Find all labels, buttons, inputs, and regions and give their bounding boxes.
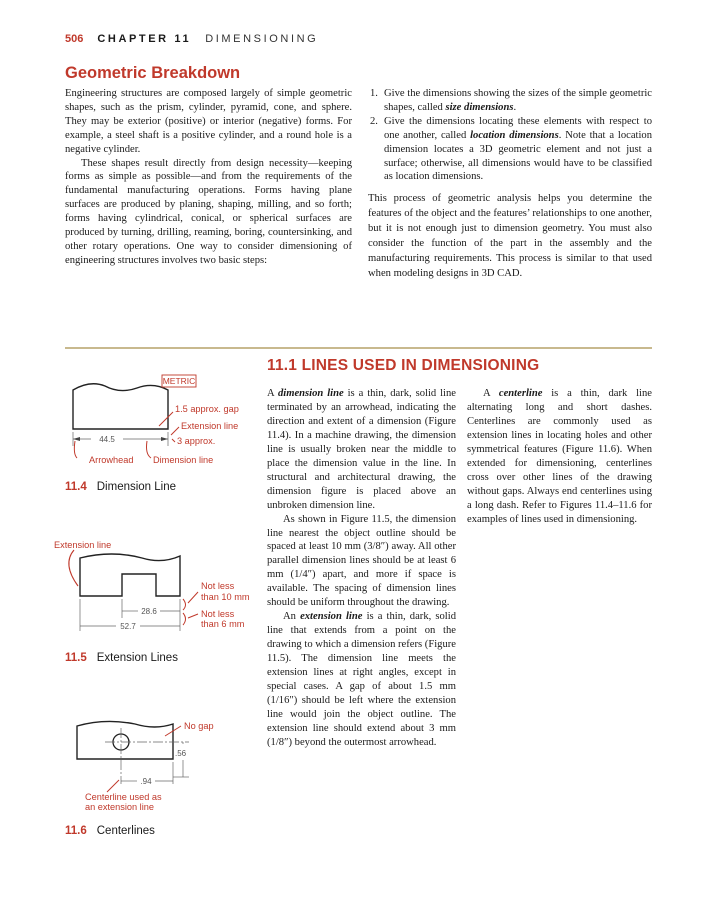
figure-number: 11.6	[65, 825, 87, 837]
figure-11-6-caption	[65, 825, 155, 837]
list-text: . Note that a location dimension locates a 3D geometric element and not just a surface; otherwise, all dimensions would have to be classified as location dimensions.	[384, 129, 652, 183]
approx-label: 3 approx.	[177, 436, 216, 446]
paragraph: This process of geometric analysis helps you determine the features of the object and the features’ relationships to one another, but it is not enough just to dimension geometry. You must also consider the function of the part in the assembly and the manufacturing requirements. This process is similar to that used when modeling designs in 3D CAD.	[368, 193, 652, 280]
page-number: 506	[65, 33, 84, 45]
leader	[188, 592, 198, 603]
extension-label: Extension line	[54, 540, 112, 550]
arrowhead	[73, 437, 80, 441]
figure-11-5-drawing	[52, 538, 262, 640]
spacing-bracket	[183, 613, 186, 625]
figure-11-5-caption	[65, 652, 178, 664]
list-item	[368, 87, 652, 115]
leader	[159, 412, 173, 426]
term: centerline	[498, 388, 543, 399]
list-text: Give the dimensions locating these elements with respect to one another, called	[384, 115, 652, 141]
term: location dimensions	[470, 129, 559, 141]
leader	[69, 550, 78, 586]
figure-number: 11.5	[65, 652, 87, 664]
dimension-value: 28.6	[141, 607, 157, 616]
text: is a thin, dark, solid line terminated by an arrowhead, indicating the direction and extent of a dimension (Figure 11.4). In a machine drawing, the dimension line is usually broken near the middle to place the dimension value in the line. In structural and architectural drawing, the dimension figure is placed above an unbroken dimension line.	[267, 388, 456, 511]
spacing-label: than 6 mm	[201, 619, 245, 629]
paragraph: As shown in Figure 11.5, the dimension line nearest the object outline should be spaced at least 10 mm (3/8″) away. All other parallel dimension lines should be at least 6 mm (1/4″) apart, and more if space is available. The spacing of dimension lines should be uniform throughout the drawing.	[267, 513, 456, 609]
list-number: 1.	[370, 88, 378, 99]
figure-title: Extension Lines	[96, 652, 178, 664]
dimension-value: 44.5	[99, 435, 115, 444]
text: An	[283, 611, 301, 623]
figure-title: Dimension Line	[96, 481, 177, 493]
term: extension line	[300, 611, 363, 623]
arrowhead-label: Arrowhead	[89, 455, 134, 465]
running-header	[65, 33, 318, 45]
object-outline	[77, 721, 173, 759]
paragraph: These shapes result directly from design necessity—keeping forms as simple as possible—and from the requirements of the fundamental manufacturing operations. Forms having plane surfaces are produced by planing, shaping, milling, and so forth; forms having cylindrical, conical, or spherical surfaces are produced by turning, drilling, reaming, boring, countersinking, and other rotary operations. One way to consider dimensioning of engineering structures involves two basic steps:	[65, 157, 352, 266]
section-label: DIMENSIONING	[205, 33, 319, 45]
spacing-bracket	[183, 599, 186, 610]
section-column-1	[267, 387, 456, 750]
figure-11-6-drawing	[65, 712, 255, 814]
text: A	[483, 388, 499, 399]
extension-label: Extension line	[181, 421, 239, 431]
leader	[74, 441, 77, 458]
paragraph	[267, 610, 456, 750]
spacing-label: than 10 mm	[201, 592, 250, 602]
leader	[107, 780, 119, 792]
chapter-label: CHAPTER 11	[97, 33, 192, 45]
object-outline	[80, 554, 180, 596]
leader	[188, 614, 198, 618]
geometric-breakdown-heading: Geometric Breakdown	[65, 64, 241, 82]
dimension-line-label: Dimension line	[153, 455, 214, 465]
text: is a thin, dark, solid line that extends from a point on the drawing to which a dimension refers (Figure 11.5). The dimension line meets the extension lines at right angles, except in special cases. A gap of about 1.5 mm (1/16″) should be left where the extension line would join the object outline. The extension line should extend about 3 mm (1/8″) beyond the outermost arrowhead.	[267, 611, 456, 748]
section-heading: 11.1 LINES USED IN DIMENSIONING	[267, 357, 540, 374]
dimension-value: .94	[140, 777, 152, 786]
object-outline	[73, 384, 168, 429]
list-text: .	[513, 101, 517, 113]
no-gap-label: No gap	[184, 721, 214, 731]
section-column-2	[467, 387, 652, 527]
gap-label: 1.5 approx. gap	[175, 404, 239, 414]
term: size dimensions	[445, 101, 514, 113]
figure-11-4-drawing	[65, 368, 260, 472]
text: A	[267, 388, 278, 399]
spacing-label: Not less	[201, 581, 235, 591]
figure-title: Centerlines	[96, 825, 155, 837]
leader	[172, 439, 175, 442]
arrowhead	[161, 437, 168, 441]
right-column	[368, 87, 652, 281]
list-item	[368, 115, 652, 185]
paragraph	[467, 387, 652, 527]
metric-label: METRIC	[162, 376, 196, 386]
centerline-label: an extension line	[85, 802, 154, 812]
dimension-value: 52.7	[120, 622, 136, 631]
steps-list	[368, 87, 652, 184]
section-divider	[65, 347, 652, 349]
leader	[147, 441, 152, 458]
left-column	[65, 87, 352, 268]
paragraph	[267, 387, 456, 513]
spacing-label: Not less	[201, 609, 235, 619]
list-number: 2.	[370, 115, 378, 127]
centerline-label: Centerline used as	[85, 792, 162, 802]
figure-number: 11.4	[65, 481, 87, 493]
list-text: Give the dimensions showing the sizes of the simple geometric shapes, called	[384, 88, 652, 113]
text: is a thin, dark line alternating long and short dashes. Centerlines are commonly used as extension lines in locating holes and other symmetrical features (Figure 11.6). When extended for dimensioning, centerlines cross over other lines of the drawing without gaps. Always end centerlines using a long dash. Refer to Figures 11.4–11.6 for examples of lines used in dimensioning.	[467, 388, 652, 525]
term: dimension line	[277, 388, 344, 399]
dimension-value: .56	[175, 749, 187, 758]
figure-11-4-caption	[65, 481, 176, 493]
leader	[171, 427, 179, 435]
paragraph: Engineering structures are composed largely of simple geometric shapes, such as the prism, cylinder, pyramid, cone, and sphere. They may be exterior (positive) or interior (negative) forms. For example, a steel shaft is a positive cylinder, and a round hole is a negative cylinder.	[65, 88, 352, 155]
